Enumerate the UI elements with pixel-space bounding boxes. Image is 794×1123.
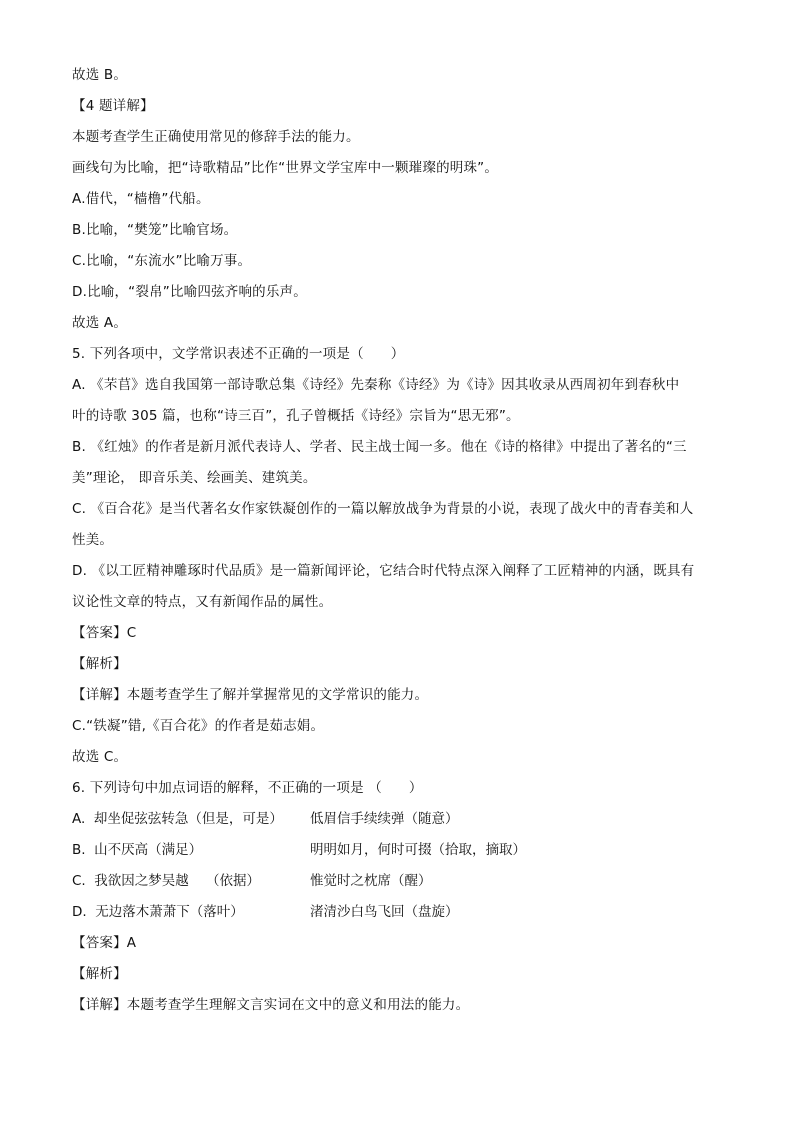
- option-c-left: C. 我欲因之梦吴越 （依据）: [72, 873, 260, 889]
- answer-line-5c: 故选 C。: [72, 749, 128, 765]
- question-5-option-d: D. 《以工匠精神雕琢时代品质》是一篇新闻评论，它结合时代特点深入阐释了工匠精神的内涵，既具有: [72, 563, 695, 579]
- answer-label-q5: 【答案】C: [72, 625, 137, 641]
- paragraph-line: 本题考查学生正确使用常见的修辞手法的能力。: [72, 129, 360, 145]
- question-5-option-d-cont: 议论性文章的特点，又有新闻作品的属性。: [72, 594, 333, 610]
- option-d-right: 渚清沙白鸟飞回（盘旋）: [310, 904, 459, 920]
- option-a-right: 低眉信手续续弹（随意）: [310, 811, 459, 827]
- question-6-stem: 6. 下列诗句中加点词语的解释，不正确的一项是 （ ）: [72, 780, 423, 796]
- question-5-option-c: C. 《百合花》是当代著名女作家铁凝创作的一篇以解放战争为背景的小说，表现了战火中的青春美和人: [72, 501, 694, 517]
- section-heading-q4-detail: 【4 题详解】: [72, 98, 154, 114]
- question-5-option-a: A. 《芣苢》选自我国第一部诗歌总集《诗经》先秦称《诗经》为《诗》因其收录从西周初年到春秋中: [72, 377, 680, 393]
- analysis-line-a: A.借代，“樯橹”代船。: [72, 191, 210, 207]
- analysis-line-c: C.比喻，“东流水”比喻万事。: [72, 253, 252, 269]
- option-c-right: 惟觉时之枕席（醒）: [310, 873, 432, 889]
- analysis-line-b: B.比喻，“樊笼”比喻官场。: [72, 222, 238, 238]
- question-5-stem: 5. 下列各项中，文学常识表述不正确的一项是（ ）: [72, 346, 405, 362]
- analysis-label-q5: 【解析】: [72, 656, 127, 672]
- option-d-left: D. 无边落木萧萧下（落叶）: [72, 904, 244, 920]
- option-b-right: 明明如月，何时可掇（拾取，摘取）: [310, 842, 526, 858]
- answer-line-4b: 故选 B。: [72, 67, 128, 83]
- detail-q6: 【详解】本题考查学生理解文言实词在文中的意义和用法的能力。: [72, 997, 470, 1013]
- question-5-option-c-cont: 性美。: [72, 532, 114, 548]
- question-5-option-b-cont: 美”理论， 即音乐美、绘画美、建筑美。: [72, 470, 317, 486]
- paragraph-line: 画线句为比喻，把“诗歌精品”比作“世界文学宝库中一颗璀璨的明珠”。: [72, 160, 499, 176]
- question-5-option-b: B. 《红烛》的作者是新月派代表诗人、学者、民主战士闻一多。他在《诗的格律》中提出了著名的“三: [72, 439, 687, 455]
- answer-line-4a: 故选 A。: [72, 315, 128, 331]
- detail-q5: 【详解】本题考查学生了解并掌握常见的文学常识的能力。: [72, 687, 429, 703]
- detail-q5-line2: C.“铁凝”错,《百合花》的作者是茹志娟。: [72, 718, 325, 734]
- analysis-label-q6: 【解析】: [72, 966, 127, 982]
- answer-label-q6: 【答案】A: [72, 935, 137, 951]
- option-a-left: A. 却坐促弦弦转急（但是，可是）: [72, 811, 283, 827]
- question-5-option-a-cont: 叶的诗歌 305 篇，也称“诗三百”，孔子曾概括《诗经》宗旨为“思无邪”。: [72, 408, 520, 424]
- analysis-line-d: D.比喻，“裂帛”比喻四弦齐响的乐声。: [72, 284, 307, 300]
- option-b-left: B. 山不厌高（满足）: [72, 842, 203, 858]
